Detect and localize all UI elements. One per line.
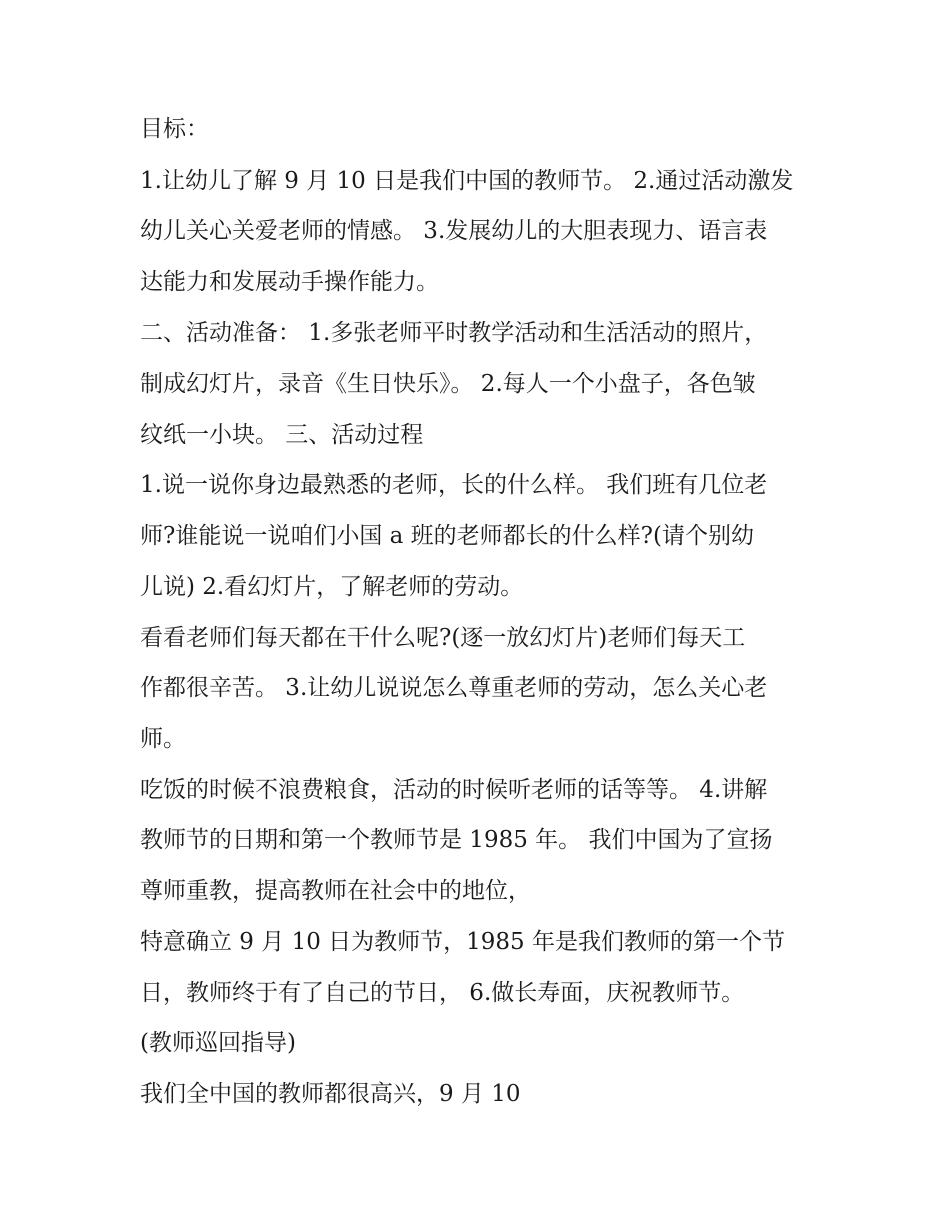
text-line: 1.说一说你身边最熟悉的老师，长的什么样。 我们班有几位老 [140, 472, 768, 498]
text-line: (教师巡回指导) [140, 1030, 296, 1056]
text-line: 师?谁能说一说咱们小国 a 班的老师都长的什么样?(请个别幼 [140, 523, 754, 549]
text-line: 幼儿关心关爱老师的情感。 3.发展幼儿的大胆表现力、语言表 [140, 218, 768, 244]
text-line: 制成幻灯片，录音《生日快乐》。 2.每人一个小盘子，各色皱 [140, 371, 756, 397]
text-line: 1.让幼儿了解 9 月 10 日是我们中国的教师节。 2.通过活动激发 [140, 168, 794, 194]
text-line: 达能力和发展动手操作能力。 [140, 269, 439, 295]
text-line: 尊师重教，提高教师在社会中的地位， [140, 878, 531, 904]
heading-goals: 目标： [140, 116, 209, 142]
text-line: 我们全中国的教师都很高兴，9 月 10 [140, 1081, 521, 1107]
text-line: 教师节的日期和第一个教师节是 1985 年。 我们中国为了宣扬 [140, 827, 773, 853]
text-line: 纹纸一小块。 三、活动过程 [140, 422, 424, 448]
text-line: 二、活动准备： 1.多张老师平时教学活动和生活活动的照片， [140, 320, 768, 346]
text-line: 儿说) 2.看幻灯片，了解老师的劳动。 [140, 574, 524, 600]
text-line: 师。 [140, 726, 186, 752]
text-line: 特意确立 9 月 10 日为教师节，1985 年是我们教师的第一个节 [140, 929, 785, 955]
text-line: 吃饭的时候不浪费粮食，活动的时候听老师的话等等。 4.讲解 [140, 777, 768, 803]
text-line: 作都很辛苦。 3.让幼儿说说怎么尊重老师的劳动，怎么关心老 [140, 675, 768, 701]
text-line: 日，教师终于有了自己的节日， 6.做长寿面，庆祝教师节。 [140, 980, 745, 1006]
text-line: 看看老师们每天都在干什么呢?(逐一放幻灯片)老师们每天工 [140, 625, 746, 651]
